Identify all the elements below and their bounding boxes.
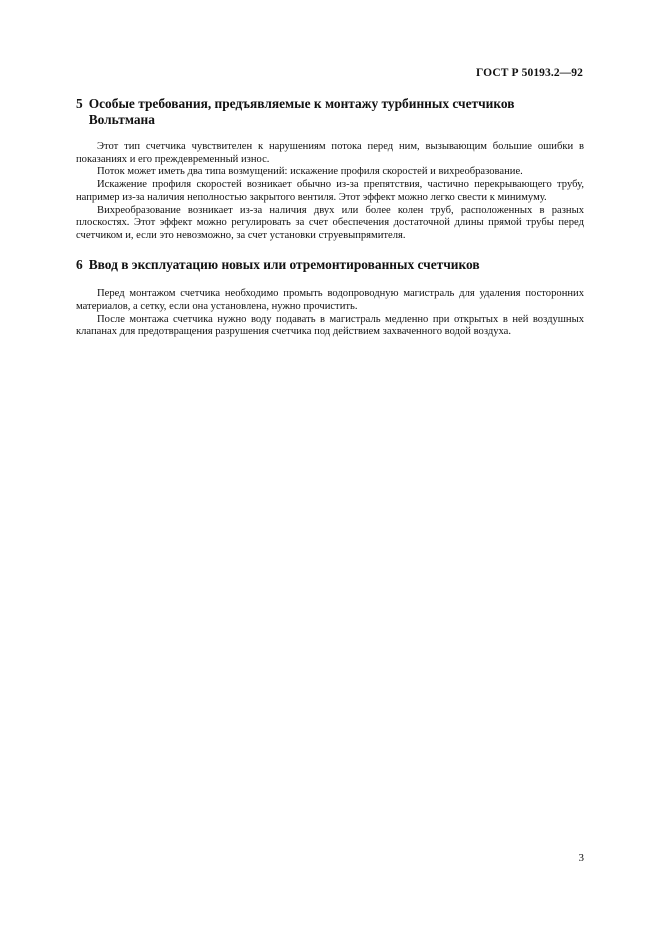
section-5-heading	[76, 96, 584, 127]
page-content	[76, 96, 584, 351]
section-6	[76, 257, 584, 339]
section-5-title: Особые требования, предъявляемые к монтажу турбинных счетчиков Вольтмана	[88, 96, 515, 127]
page-number: 3	[578, 852, 584, 864]
section-6-body	[76, 288, 584, 339]
paragraph: Искажение профиля скоростей возникает обычно из-за препятствия, частично перекрывающего трубу, например из-за наличия неполностью закрытого вентиля. Этот эффект можно легко свести к минимуму.	[76, 179, 584, 203]
document-code-header: ГОСТ Р 50193.2—92	[476, 67, 583, 79]
paragraph: Перед монтажом счетчика необходимо промыть водопроводную магистраль для удаления посторонних материалов, а сетку, если она установлена, нужно прочистить.	[76, 288, 584, 312]
paragraph: После монтажа счетчика нужно воду подавать в магистраль медленно при открытых в ней воздушных клапанах для предотвращения разрушения счетчика под действием захваченного водой воздуха.	[76, 313, 584, 338]
paragraph: Этот тип счетчика чувствителен к нарушениям потока перед ним, вызывающим большие ошибки в показаниях и его преждевременный износ.	[76, 141, 584, 165]
section-5-number: 5	[76, 96, 83, 111]
section-6-number: 6	[76, 256, 83, 272]
section-5	[76, 96, 584, 243]
section-6-heading	[76, 257, 584, 273]
section-5-body	[76, 141, 584, 243]
paragraph: Поток может иметь два типа возмущений: искажение профиля скоростей и вихреобразование.	[97, 166, 523, 178]
paragraph: Вихреобразование возникает из-за наличия двух или более колен труб, расположенных в разных плоскостях. Этот эффект можно регулировать за счет обеспечения достаточной длины прямой трубы перед счетчиком и, если это невозможно, за счет установки струевыпрямителя.	[76, 204, 584, 241]
section-6-title: Ввод в эксплуатацию новых или отремонтированных счетчиков	[88, 256, 480, 272]
